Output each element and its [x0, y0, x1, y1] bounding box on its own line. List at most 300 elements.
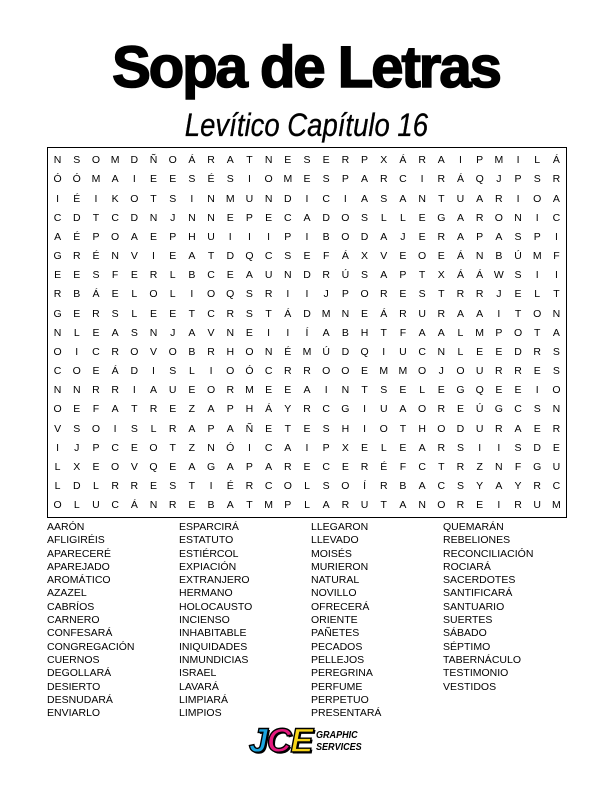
grid-letter: Á	[111, 365, 119, 378]
grid-letter: E	[495, 345, 503, 358]
grid-letter: Y	[476, 480, 484, 492]
word-list-item: AZAZEL	[47, 587, 87, 600]
grid-letter: A	[380, 230, 388, 243]
grid-letter: A	[284, 441, 292, 454]
word-list-item: PECADOS	[311, 640, 363, 653]
word-list-item: SACERDOTES	[443, 574, 516, 587]
grid-letter: M	[552, 499, 561, 512]
grid-letter: G	[494, 403, 503, 416]
grid-letter: C	[264, 441, 273, 454]
grid-letter: X	[341, 441, 349, 454]
grid-letter: T	[438, 460, 445, 473]
grid-letter: A	[437, 154, 445, 167]
grid-letter: A	[361, 173, 369, 186]
grid-letter: A	[418, 326, 426, 339]
grid-letter: D	[341, 345, 350, 358]
grid-letter: N	[207, 211, 215, 224]
grid-letter: E	[73, 403, 81, 416]
grid-letter: B	[188, 345, 196, 358]
grid-letter: J	[438, 365, 444, 378]
grid-letter: A	[476, 307, 484, 320]
grid-letter: O	[53, 499, 62, 512]
grid-letter: T	[207, 250, 215, 263]
grid-letter: G	[456, 384, 465, 397]
grid-letter: O	[206, 288, 216, 301]
grid-letter: L	[457, 345, 464, 358]
grid-letter: U	[168, 384, 177, 397]
grid-letter: S	[284, 250, 292, 263]
grid-letter: U	[399, 345, 407, 358]
grid-letter: P	[92, 230, 100, 243]
grid-letter: A	[226, 422, 234, 435]
grid-letter: C	[322, 403, 330, 416]
grid-letter: E	[399, 441, 407, 454]
word-list-item: CONFESARÁ	[47, 627, 113, 640]
grid-letter: E	[169, 460, 177, 473]
grid-letter: C	[264, 365, 273, 378]
grid-letter: B	[399, 480, 407, 492]
grid-letter: E	[303, 422, 311, 435]
grid-letter: M	[532, 250, 542, 263]
word-list-item: PERPETUO	[311, 693, 369, 706]
grid-letter: W	[493, 269, 504, 282]
grid-letter: Z	[188, 441, 196, 454]
grid-letter: C	[284, 211, 292, 224]
grid-letter: P	[92, 441, 100, 454]
grid-letter: P	[341, 288, 349, 301]
grid-letter: D	[130, 211, 139, 224]
word-list-item: ESTIÉRCOL	[179, 547, 239, 560]
grid-letter: D	[322, 211, 330, 224]
grid-letter: N	[264, 192, 273, 205]
grid-letter: E	[169, 307, 177, 320]
grid-letter: I	[190, 288, 194, 301]
grid-letter: B	[495, 250, 503, 263]
grid-letter: J	[323, 288, 329, 301]
grid-letter: R	[399, 307, 407, 320]
grid-letter: S	[73, 422, 81, 435]
grid-letter: R	[303, 403, 311, 416]
grid-letter: T	[246, 154, 253, 167]
grid-letter: E	[456, 403, 464, 416]
grid-letter: I	[516, 192, 520, 205]
grid-letter: E	[169, 250, 177, 263]
grid-letter: I	[554, 269, 558, 282]
grid-letter: H	[341, 422, 350, 435]
grid-row	[48, 477, 566, 496]
grid-letter: E	[399, 250, 407, 263]
grid-letter: R	[322, 269, 330, 282]
grid-letter: U	[418, 307, 426, 320]
grid-letter: C	[514, 403, 522, 416]
grid-letter: Ó	[245, 365, 254, 378]
word-list-item: PRESENTARÁ	[311, 707, 382, 720]
grid-letter: I	[228, 230, 232, 243]
grid-letter: O	[341, 230, 350, 243]
grid-letter: R	[475, 288, 484, 301]
grid-letter: L	[380, 211, 387, 224]
grid-letter: H	[188, 230, 196, 243]
grid-letter: G	[437, 211, 446, 224]
grid-letter: L	[54, 480, 61, 492]
grid-letter: C	[418, 460, 426, 473]
grid-letter: E	[361, 441, 369, 454]
grid-letter: U	[552, 460, 561, 473]
grid-row	[48, 438, 566, 457]
word-list-item: HOLOCAUSTO	[179, 600, 253, 613]
grid-letter: Á	[552, 154, 560, 167]
grid-letter: O	[533, 307, 542, 320]
grid-letter: O	[91, 422, 101, 435]
grid-letter: A	[226, 154, 234, 167]
grid-letter: O	[533, 192, 542, 205]
grid-letter: U	[92, 499, 100, 512]
grid-letter: I	[420, 173, 424, 186]
grid-letter: Á	[188, 154, 196, 167]
grid-letter: O	[379, 422, 388, 435]
word-list-item: ENVIARLO	[47, 707, 101, 720]
grid-letter: S	[514, 230, 522, 243]
grid-letter: O	[437, 499, 446, 512]
grid-letter: Í	[363, 480, 366, 492]
grid-letter: É	[226, 480, 234, 492]
grid-letter: I	[113, 422, 117, 435]
grid-letter: E	[111, 288, 119, 301]
grid-letter: F	[553, 250, 560, 263]
grid-letter: N	[475, 250, 484, 263]
grid-letter: N	[226, 326, 235, 339]
grid-letter: L	[93, 480, 99, 492]
grid-letter: P	[245, 460, 253, 473]
grid-letter: P	[533, 230, 541, 243]
grid-letter: A	[150, 384, 158, 397]
grid-letter: R	[111, 480, 119, 492]
grid-letter: T	[380, 499, 387, 512]
grid-letter: B	[341, 326, 349, 339]
grid-letter: V	[130, 250, 138, 263]
grid-letter: S	[245, 288, 253, 301]
word-list-item: OFRECERÁ	[311, 600, 370, 613]
grid-letter: N	[264, 154, 273, 167]
word-list-item: INIQUIDADES	[179, 640, 248, 653]
grid-letter: G	[533, 460, 542, 473]
word-list-item: LIMPIARÁ	[179, 693, 229, 706]
grid-letter: Á	[476, 269, 484, 282]
grid-letter: N	[418, 192, 426, 205]
grid-letter: D	[130, 365, 139, 378]
grid-letter: O	[494, 211, 503, 224]
grid-letter: N	[72, 384, 81, 397]
grid-letter: E	[92, 326, 100, 339]
grid-letter: O	[168, 345, 177, 358]
grid-row	[48, 419, 566, 438]
word-list-item: SUERTES	[443, 614, 493, 627]
grid-letter: I	[497, 499, 501, 512]
grid-letter: L	[73, 326, 80, 339]
grid-letter: I	[535, 384, 539, 397]
grid-letter: R	[111, 345, 119, 358]
grid-letter: E	[514, 384, 522, 397]
grid-letter: A	[207, 403, 215, 416]
grid-row	[48, 266, 566, 285]
grid-letter: T	[150, 192, 157, 205]
grid-letter: J	[496, 173, 502, 186]
grid-letter: E	[514, 288, 522, 301]
grid-letter: T	[438, 192, 445, 205]
grid-letter: I	[382, 345, 386, 358]
grid-letter: I	[535, 211, 539, 224]
grid-letter: R	[111, 384, 119, 397]
grid-letter: E	[341, 460, 349, 473]
grid-letter: J	[400, 230, 406, 243]
grid-letter: D	[303, 307, 311, 320]
grid-letter: H	[226, 345, 235, 358]
grid-letter: O	[149, 288, 158, 301]
grid-letter: R	[341, 499, 350, 512]
word-list-column-2	[179, 521, 311, 720]
grid-letter: R	[495, 192, 503, 205]
grid-letter: E	[150, 307, 158, 320]
grid-letter: O	[206, 384, 216, 397]
grid-letter: A	[322, 326, 330, 339]
word-list-item: MURIERON	[311, 560, 369, 573]
grid-letter: O	[149, 441, 158, 454]
grid-letter: Á	[456, 250, 464, 263]
grid-row	[48, 228, 566, 247]
grid-letter: Ñ	[245, 422, 254, 435]
grid-letter: S	[73, 154, 81, 167]
grid-letter: A	[54, 230, 62, 243]
word-list-item: REBELIONES	[443, 534, 511, 547]
grid-letter: N	[437, 345, 446, 358]
grid-letter: Á	[456, 173, 464, 186]
grid-letter: A	[226, 460, 234, 473]
grid-letter: I	[478, 441, 482, 454]
grid-letter: A	[322, 499, 330, 512]
grid-letter: R	[360, 460, 369, 473]
grid-letter: S	[322, 422, 330, 435]
grid-letter: A	[418, 480, 426, 492]
grid-letter: C	[92, 345, 100, 358]
grid-letter: E	[303, 250, 311, 263]
grid-letter: C	[207, 307, 215, 320]
grid-letter: O	[53, 403, 62, 416]
grid-letter: E	[265, 211, 273, 224]
grid-letter: S	[92, 269, 100, 282]
grid-letter: Ó	[226, 441, 235, 454]
grid-letter: E	[150, 173, 158, 186]
grid-letter: L	[380, 441, 387, 454]
grid-letter: C	[322, 192, 330, 205]
subtitle-container	[0, 109, 612, 145]
grid-letter: Q	[226, 288, 235, 301]
grid-letter: J	[496, 288, 502, 301]
grid-letter: R	[533, 480, 542, 492]
grid-letter: F	[399, 326, 407, 339]
grid-letter: E	[265, 422, 273, 435]
grid-letter: Q	[475, 384, 484, 397]
grid-letter: N	[207, 192, 215, 205]
grid-letter: L	[131, 307, 138, 320]
grid-letter: Ú	[341, 269, 350, 282]
grid-letter: A	[226, 499, 234, 512]
grid-letter: Ó	[53, 173, 62, 186]
grid-letter: E	[92, 460, 100, 473]
word-list-item: PEREGRINA	[311, 667, 373, 680]
grid-letter: M	[245, 384, 254, 397]
grid-letter: Á	[265, 403, 273, 416]
word-list-item: TESTIMONIO	[443, 667, 509, 680]
grid-letter: I	[94, 192, 98, 205]
grid-letter: G	[53, 307, 62, 320]
grid-letter: P	[284, 230, 292, 243]
grid-letter: Z	[476, 460, 483, 473]
grid-letter: E	[303, 460, 311, 473]
grid-letter: O	[168, 154, 177, 167]
grid-letter: S	[130, 326, 138, 339]
grid-letter: U	[475, 422, 484, 435]
grid-letter: O	[513, 326, 523, 339]
grid-letter: I	[343, 192, 347, 205]
grid-letter: I	[209, 365, 213, 378]
grid-letter: É	[73, 192, 81, 205]
word-list-item: ORIENTE	[311, 614, 358, 627]
grid-letter: R	[418, 154, 426, 167]
grid-letter: R	[130, 480, 139, 492]
grid-letter: P	[476, 154, 484, 167]
grid-letter: I	[363, 422, 366, 435]
grid-letter: I	[363, 403, 366, 416]
logo-letter-j: J	[249, 722, 267, 760]
grid-letter: R	[437, 230, 446, 243]
grid-letter: L	[400, 211, 406, 224]
grid-letter: A	[495, 480, 503, 492]
grid-letter: E	[303, 173, 311, 186]
grid-letter: H	[360, 326, 369, 339]
grid-letter: I	[535, 269, 539, 282]
word-list-item: EXPIACIÓN	[179, 560, 237, 573]
grid-letter: I	[132, 173, 136, 186]
word-list-item: NOVILLO	[311, 587, 357, 600]
grid-letter: F	[322, 250, 330, 263]
word-list-item: CUERNOS	[47, 653, 100, 666]
word-list	[47, 521, 577, 721]
grid-letter: S	[169, 480, 177, 492]
grid-letter: O	[322, 365, 331, 378]
grid-letter: A	[303, 211, 311, 224]
grid-letter: M	[283, 173, 293, 186]
grid-letter: T	[418, 269, 426, 282]
grid-letter: T	[438, 288, 445, 301]
grid-letter: V	[380, 250, 388, 263]
grid-letter: E	[265, 384, 273, 397]
grid-letter: R	[303, 365, 311, 378]
grid-letter: A	[476, 192, 484, 205]
grid-letter: O	[341, 211, 350, 224]
grid-letter: R	[437, 441, 446, 454]
grid-letter: G	[341, 403, 350, 416]
grid-letter: A	[456, 211, 464, 224]
grid-letter: S	[322, 480, 330, 492]
grid-letter: K	[111, 192, 119, 205]
logo-mark	[249, 724, 312, 758]
grid-letter: L	[419, 384, 426, 397]
grid-letter: P	[245, 211, 253, 224]
grid-letter: S	[552, 365, 560, 378]
grid-letter: V	[150, 345, 158, 358]
grid-letter: T	[284, 422, 292, 435]
grid-letter: A	[303, 384, 311, 397]
grid-letter: I	[305, 441, 309, 454]
grid-letter: U	[245, 192, 254, 205]
grid-letter: Y	[284, 403, 292, 416]
grid-letter: L	[304, 480, 310, 492]
grid-letter: N	[552, 307, 561, 320]
grid-letter: S	[322, 173, 330, 186]
grid-letter: I	[286, 288, 290, 301]
word-list-item: APARECERÉ	[47, 547, 111, 560]
grid-letter: I	[152, 365, 155, 378]
grid-letter: O	[130, 192, 139, 205]
grid-row	[48, 458, 566, 477]
grid-letter: L	[150, 422, 157, 435]
grid-letter: L	[534, 288, 541, 301]
grid-letter: E	[150, 480, 158, 492]
grid-letter: O	[418, 250, 427, 263]
grid-letter: R	[533, 345, 542, 358]
grid-row	[48, 381, 566, 400]
grid-letter: M	[494, 154, 504, 167]
grid-letter: E	[437, 250, 445, 263]
grid-letter: D	[456, 422, 465, 435]
word-list-item: LIMPIOS	[179, 707, 222, 720]
grid-letter: R	[514, 499, 522, 512]
grid-letter: O	[91, 154, 101, 167]
word-list-item: PELLEJOS	[311, 653, 365, 666]
grid-letter: I	[56, 192, 60, 205]
grid-row	[48, 362, 566, 381]
grid-letter: U	[475, 365, 484, 378]
grid-letter: T	[553, 288, 560, 301]
word-list-item: PERFUME	[311, 680, 363, 693]
grid-letter: I	[305, 230, 309, 243]
grid-letter: S	[552, 345, 560, 358]
grid-letter: A	[514, 422, 522, 435]
grid-letter: Q	[360, 345, 369, 358]
grid-letter: I	[190, 192, 194, 205]
grid-letter: N	[341, 307, 350, 320]
grid-letter: E	[361, 307, 369, 320]
grid-letter: N	[188, 211, 196, 224]
grid-letter: D	[72, 480, 81, 492]
word-list-item: AROMÁTICO	[47, 574, 111, 587]
word-list-item: EXTRANJERO	[179, 574, 250, 587]
grid-letter: A	[552, 192, 560, 205]
grid-letter: R	[149, 403, 158, 416]
grid-letter: T	[380, 326, 387, 339]
grid-letter: E	[361, 365, 369, 378]
grid-letter: T	[188, 480, 196, 492]
word-list-item: AFLIGIRÉIS	[47, 534, 105, 547]
grid-letter: R	[72, 250, 81, 263]
grid-letter: A	[552, 326, 560, 339]
grid-letter: Z	[188, 403, 196, 416]
grid-letter: R	[168, 422, 177, 435]
grid-letter: X	[380, 154, 388, 167]
grid-letter: R	[149, 269, 158, 282]
grid-letter: D	[226, 250, 235, 263]
grid-letter: D	[284, 192, 292, 205]
